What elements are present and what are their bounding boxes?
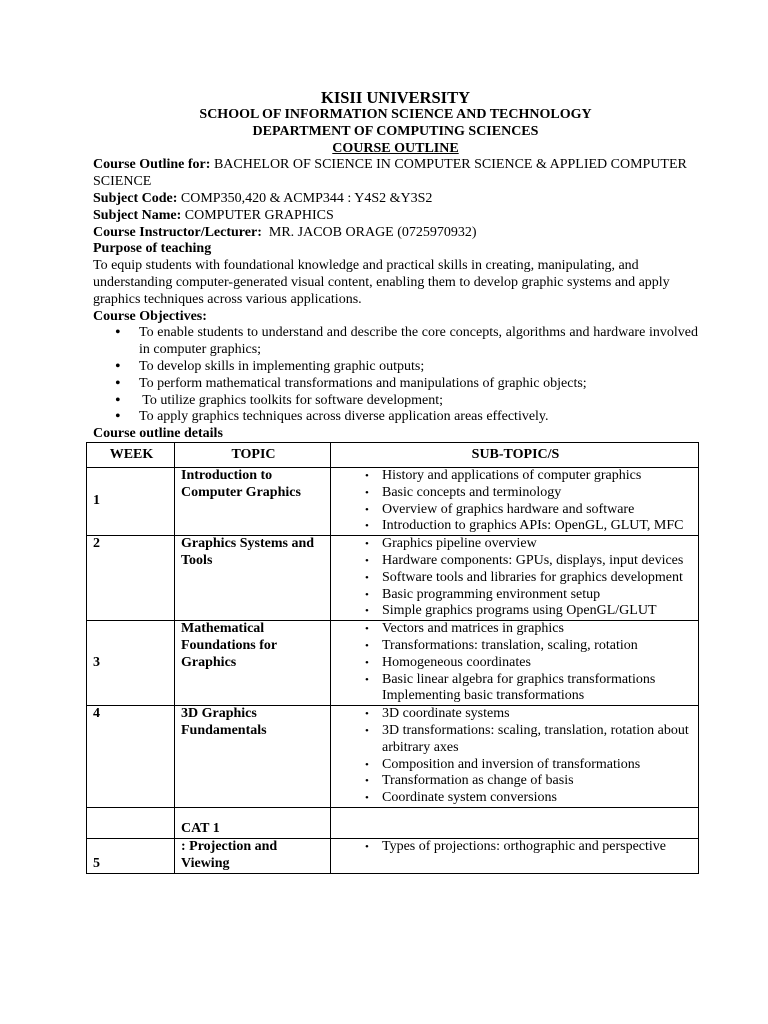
objectives-list (93, 325, 698, 426)
list-item: • Simple graphics programs using OpenGL/GLUT (337, 603, 694, 620)
department-name: DEPARTMENT OF COMPUTING SCIENCES (252, 123, 539, 139)
subtopic-list (337, 468, 694, 535)
subtopics-cell (331, 807, 699, 838)
column-header-topic: TOPIC (175, 443, 331, 468)
document-title: COURSE OUTLINE (332, 140, 459, 156)
subtopic-list (337, 621, 694, 705)
field-value: COMPUTER GRAPHICS (181, 207, 334, 223)
list-item: • Transformations: translation, scaling, rotation (337, 638, 694, 655)
course-outline-for (93, 157, 698, 191)
list-item: • Software tools and libraries for graphics development (337, 570, 694, 587)
purpose-heading: Purpose of teaching (93, 241, 212, 257)
school-name: SCHOOL OF INFORMATION SCIENCE AND TECHNOLOGY (199, 107, 592, 122)
week-cell: 3 (87, 621, 175, 706)
topic-cell: Introduction to Computer Graphics (175, 468, 331, 536)
table-row (87, 536, 699, 621)
subject-name (93, 208, 698, 225)
topic-cell: Graphics Systems and Tools (175, 536, 331, 621)
subtopic-list (337, 536, 694, 620)
topic-cell: 3D Graphics Fundamentals (175, 706, 331, 808)
list-item: • 3D transformations: scaling, translation, rotation about arbitrary axes (337, 723, 694, 757)
list-item: • Hardware components: GPUs, displays, input devices (337, 553, 694, 570)
objective-item: • To apply graphics techniques across diverse application areas effectively. (93, 409, 698, 426)
list-item: • Basic programming environment setup (337, 587, 694, 604)
list-item: • Vectors and matrices in graphics (337, 621, 694, 638)
topic-cell: CAT 1 (175, 807, 331, 838)
list-item: • Types of projections: orthographic and perspective (337, 839, 694, 856)
column-header-week: WEEK (87, 443, 175, 468)
objective-item: • To enable students to understand and describe the core concepts, algorithms and hardware involved in computer graphics; (93, 325, 698, 359)
list-item: • Homogeneous coordinates (337, 655, 694, 672)
list-item: • Overview of graphics hardware and software (337, 502, 694, 519)
table-row (87, 468, 699, 536)
list-item: • Graphics pipeline overview (337, 536, 694, 553)
subtopics-cell (331, 536, 699, 621)
purpose-text: To equip students with foundational knowledge and practical skills in creating, manipulating, and understanding computer-generated visual content, enabling them to develop graphic systems and apply graphics techniques across various applications. (93, 258, 670, 307)
list-item: • History and applications of computer graphics (337, 468, 694, 485)
list-item: Implementing basic transformations (382, 688, 585, 704)
column-header-subtopics: SUB-TOPIC/S (331, 443, 699, 468)
course-outline-table (86, 442, 699, 874)
table-row (87, 838, 699, 873)
objective-item: • To utilize graphics toolkits for software development; (93, 393, 698, 410)
subtopic-list (337, 706, 694, 807)
topic-cell: Mathematical Foundations for Graphics (175, 621, 331, 706)
table-row (87, 621, 699, 706)
list-item: • Basic concepts and terminology (337, 485, 694, 502)
subtopics-cell (331, 838, 699, 873)
subtopics-cell (331, 706, 699, 808)
field-label: Course Outline for: (93, 157, 211, 173)
list-item: • Composition and inversion of transformations (337, 757, 694, 774)
table-row (87, 807, 699, 838)
field-value: BACHELOR OF SCIENCE IN COMPUTER SCIENCE & APPLIED COMPUTER SCIENCE (93, 157, 687, 190)
week-cell (87, 807, 175, 838)
list-item: • Introduction to graphics APIs: OpenGL, GLUT, MFC (337, 518, 694, 535)
field-value: MR. JACOB ORAGE (0725970932) (261, 224, 477, 240)
field-label: Subject Code: (93, 190, 178, 206)
document-page (93, 89, 698, 443)
objective-item: • To perform mathematical transformations and manipulations of graphic objects; (93, 376, 698, 393)
university-name: KISII UNIVERSITY (320, 88, 470, 107)
week-cell: 1 (87, 468, 175, 536)
details-heading: Course outline details (93, 426, 223, 442)
topic-cell: : Projection and Viewing (175, 838, 331, 873)
field-value: COMP350,420 & ACMP344 : Y4S2 &Y3S2 (177, 190, 433, 206)
objective-item: • To develop skills in implementing graphic outputs; (93, 359, 698, 376)
list-item: • 3D coordinate systems (337, 706, 694, 723)
field-label: Subject Name: (93, 207, 182, 223)
objectives-heading: Course Objectives: (93, 308, 207, 324)
field-label: Course Instructor/Lecturer: (93, 224, 262, 240)
list-item: • Transformation as change of basis (337, 773, 694, 790)
subtopics-cell (331, 621, 699, 706)
list-item: • Basic linear algebra for graphics transformations (337, 672, 694, 689)
subtopic-list (337, 839, 694, 856)
table-row (87, 706, 699, 808)
week-cell: 2 (87, 536, 175, 621)
week-cell: 5 (87, 838, 175, 873)
list-item: • Coordinate system conversions (337, 790, 694, 807)
subtopics-cell (331, 468, 699, 536)
subject-code (93, 191, 698, 208)
table-header-row (87, 443, 699, 468)
course-instructor (93, 225, 698, 242)
week-cell: 4 (87, 706, 175, 808)
